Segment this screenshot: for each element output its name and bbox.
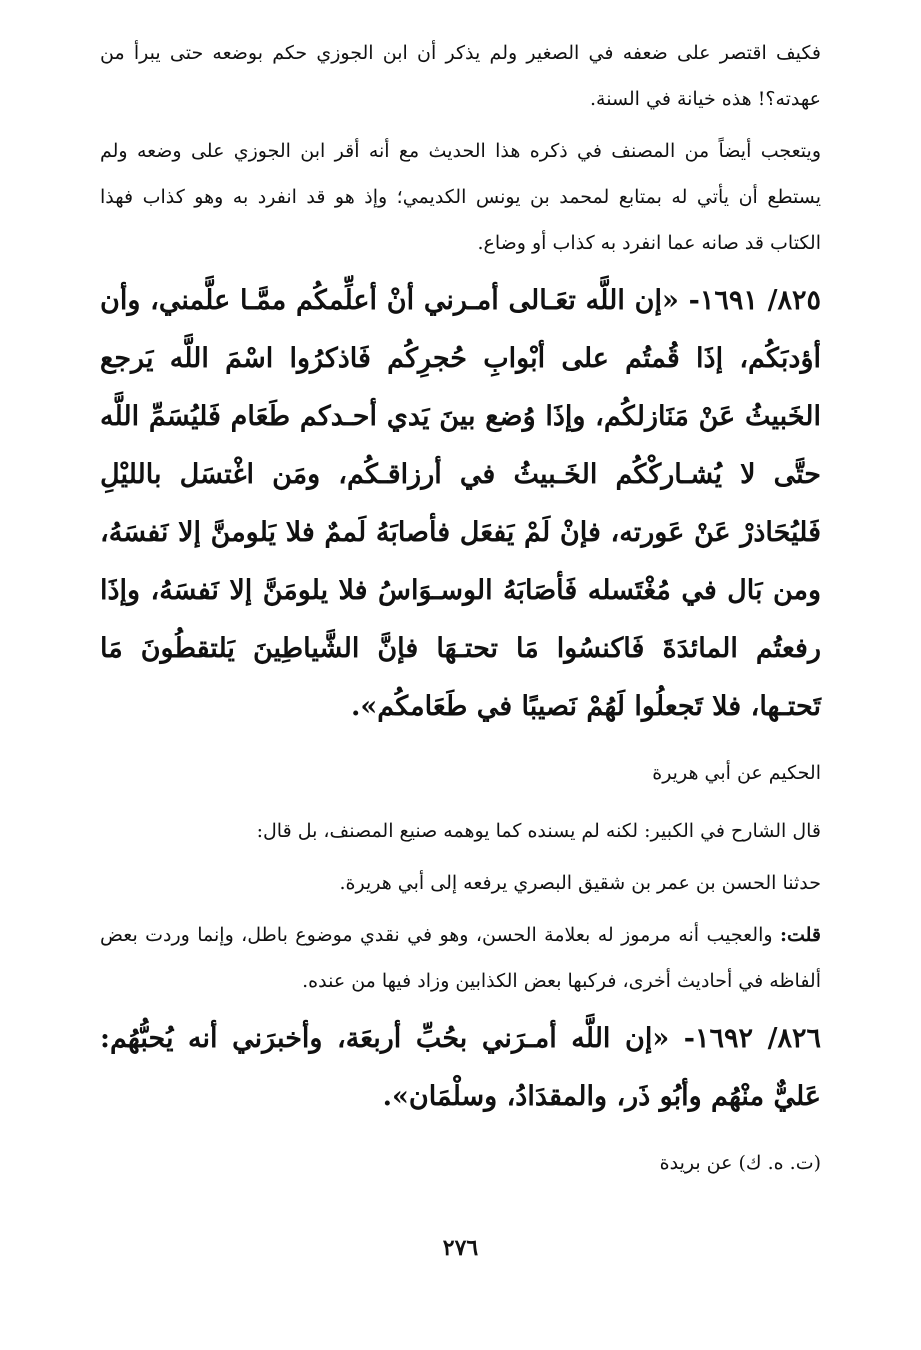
qultu-lead: قلت:: [779, 924, 821, 946]
paragraph-4: حدثنا الحسن بن عمر بن شقيق البصري يرفعه إلى أبي هريرة.: [339, 872, 821, 894]
paragraph-3: قال الشارح في الكبير: لكنه لم يسنده كما يوهمه صنيع المصنف، بل قال:: [256, 820, 821, 842]
hadith-825: ٨٢٥/ ١٦٩١- «إن اللَّه تعَـالى أمـرني أنْ أعلِّمكُم ممَّـا علَّمني، وأن أؤدبَكُم، إذَا قُمتُم على أبْوابِ حُجرِكُم فَاذكرُوا اسْمَ اللَّه يَرجع الخَبيثُ عَنْ مَنَازلكُم، وإذَا وُضع بينَ يَدي أحـدكم طَعَام فَليُسَمِّ اللَّه حتَّى لا يُشـاركْكُم الخَـبيثُ في أرزاقـكُم، ومَن اغْتسَل بالليْلِ فَليُحَاذرْ عَنْ عَورته، فإنْ لَمْ يَفعَل فأصابَهُ لَممٌ فلا يَلومنَّ إلا نَفسَهُ، ومن بَال في مُغْتَسله فَأصَابَهُ الوسـوَاسُ فلا يلومَنَّ إلا نَفسَهُ، وإذَا رفعتُم المائدَةَ فَاكنسُوا مَا تحتـهَا فإنَّ الشَّياطِينَ يَلتقطُونَ مَا تَحتـها، فلا تَجعلُوا لَهُمْ نَصيبًا في طَعَامكُم».: [100, 285, 821, 722]
paragraph-2: ويتعجب أيضاً من المصنف في ذكره هذا الحديث مع أنه أقر ابن الجوزي على وضعه ولم يستطع أن يأتي له بمتابع لمحمد بن يونس الكديمي؛ وإذ هو قد انفرد به وهو كذاب فهذا الكتاب قد صانه عما انفرد به كذاب أو وضاع.: [100, 140, 821, 254]
paragraph-5: [100, 912, 821, 1004]
page-number: ٢٧٦: [442, 1235, 479, 1261]
paragraph-5-body: والعجيب أنه مرموز له بعلامة الحسن، وهو في نقدي موضوع باطل، وإنما وردت بعض ألفاظه في أحاديث أخرى، فركبها بعض الكذابين وزاد فيها من عنده.: [100, 924, 821, 992]
hadith-826: ٨٢٦/ ١٦٩٢- «إن اللَّه أمـرَني بحُبِّ أربعَة، وأخبرَني أنه يُحبُّهُم: عَليٌّ منْهُم وأبُو ذَر، والمقدَادُ، وسلْمَان».: [100, 1023, 821, 1112]
hadith-825-source: الحكيم عن أبي هريرة: [652, 762, 821, 784]
hadith-826-source: (ت. ه. ك) عن بريدة: [659, 1152, 821, 1174]
document-page: [100, 30, 821, 1310]
paragraph-1: فكيف اقتصر على ضعفه في الصغير ولم يذكر أن ابن الجوزي حكم بوضعه حتى يبرأ من عهدته؟! هذه خيانة في السنة.: [100, 42, 821, 110]
